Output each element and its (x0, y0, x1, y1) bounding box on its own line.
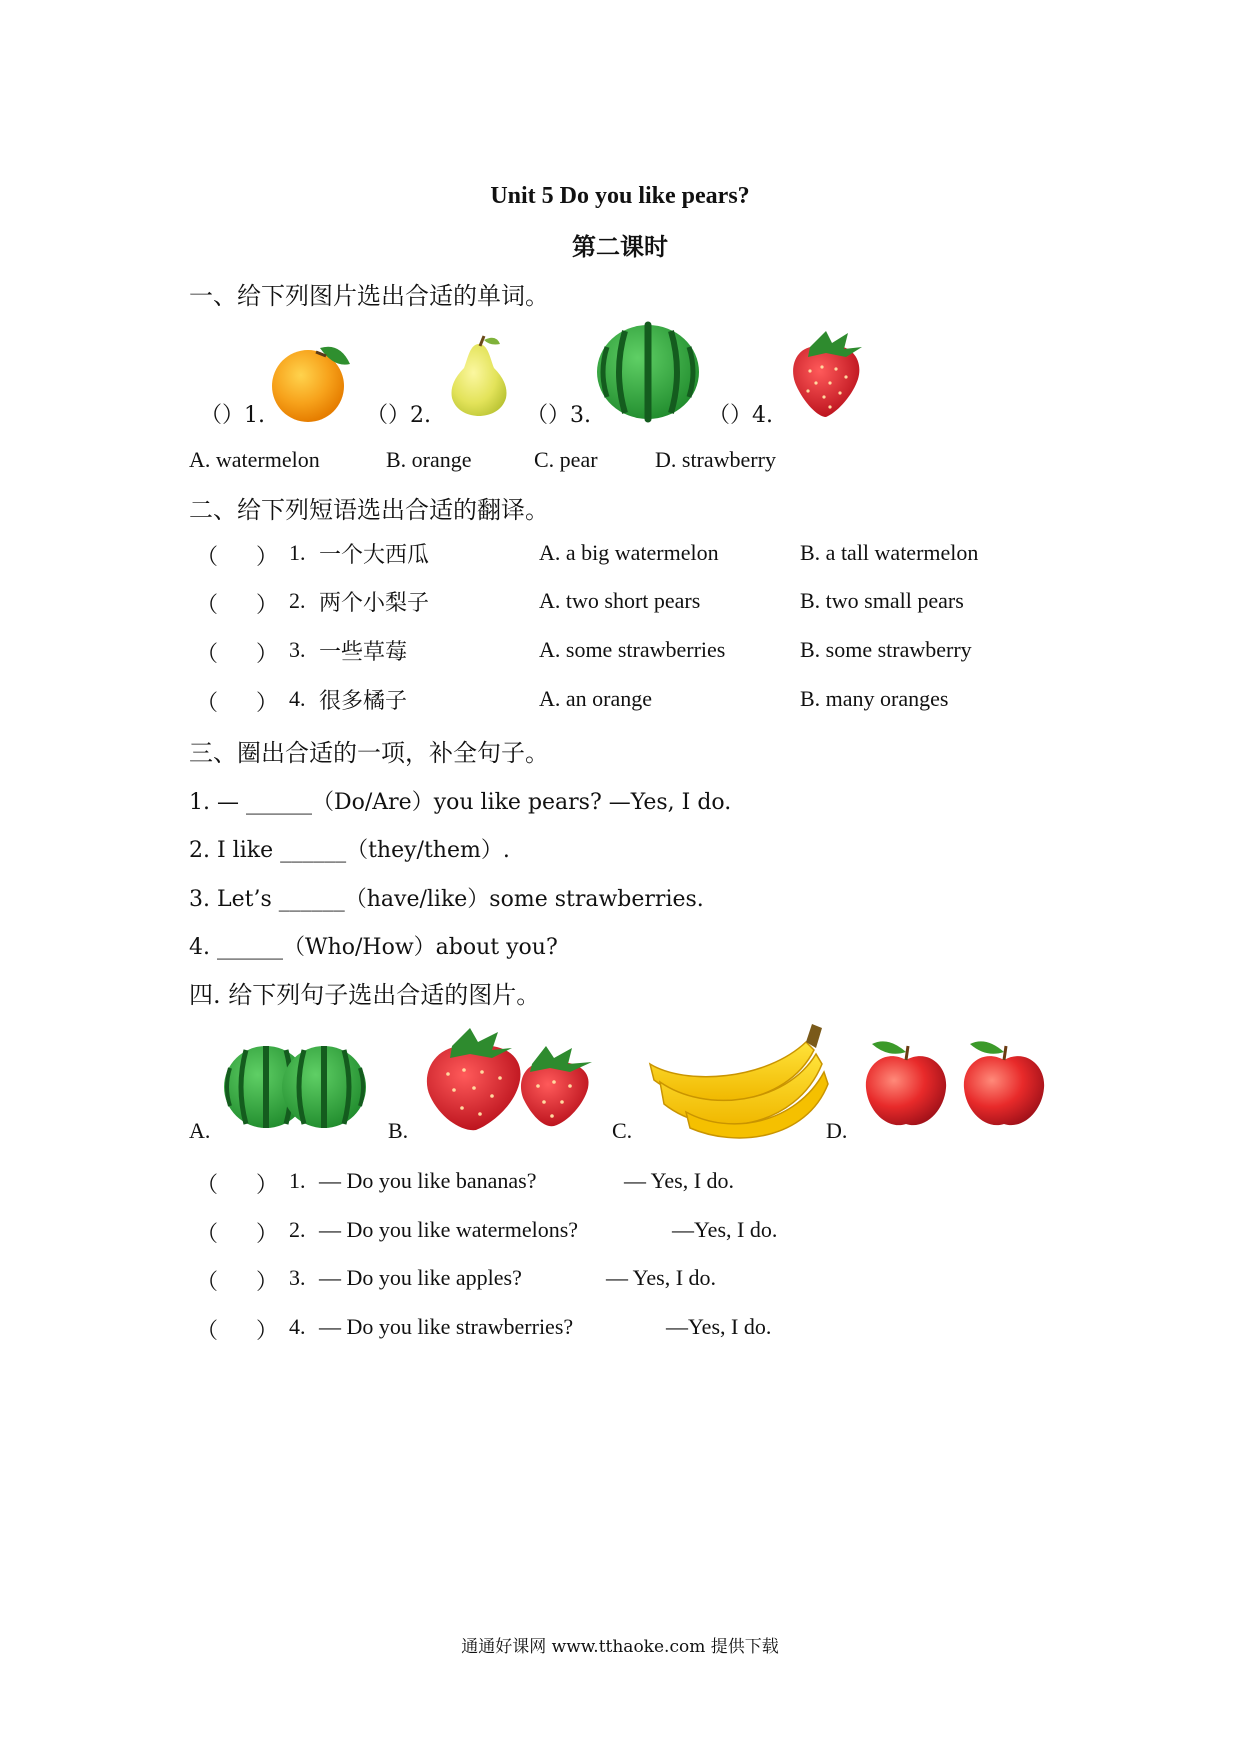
item-number: 3. (289, 1265, 306, 1290)
answer-paren-open: （ (196, 1173, 219, 1198)
pear-icon (446, 334, 512, 416)
answer-paren-close: ） (256, 1173, 279, 1198)
watermelon-icon (595, 323, 701, 421)
item-number: 4. (289, 686, 306, 711)
orange-icon (268, 340, 360, 425)
fill-blank-sentence-2: 2. I like ______（they/them）. (189, 838, 510, 863)
option-a: A. a big watermelon (539, 540, 719, 565)
section1-option-a: A. watermelon (189, 447, 320, 472)
option-a: A. some strawberries (539, 637, 726, 662)
item-number: 2. (289, 588, 306, 613)
answer-paren-close: ） (256, 691, 279, 716)
question: — Do you like bananas? (319, 1168, 537, 1193)
question: — Do you like apples? (319, 1265, 522, 1290)
page-title: Unit 5 Do you like pears? (490, 183, 750, 209)
answer-paren-close: ） (256, 642, 279, 667)
fill-blank-sentence-4: 4. ______（Who/How）about you? (189, 935, 558, 960)
answer: — Yes, I do. (606, 1265, 717, 1290)
answer-paren-close: ） (256, 545, 279, 570)
item-number: 1. (289, 1168, 306, 1193)
option-a: A. an orange (539, 686, 653, 711)
section1-item-4-label: （）4. (708, 403, 773, 428)
two-watermelons-icon (222, 1040, 368, 1130)
answer: — Yes, I do. (624, 1168, 735, 1193)
answer-paren-close: ） (256, 1270, 279, 1295)
section1-option-b: B. orange (386, 447, 472, 472)
answer-paren-open: （ (196, 1270, 219, 1295)
picture-c-label: C. (612, 1118, 633, 1143)
answer-paren-close: ） (256, 1222, 279, 1247)
item-number: 1. (289, 540, 306, 565)
answer-paren-close: ） (256, 593, 279, 618)
two-strawberries-icon (420, 1024, 610, 1136)
chinese-phrase: 两个小梨子 (319, 591, 430, 616)
answer-paren-open: （ (196, 1319, 219, 1344)
section3-heading: 三、圈出合适的一项，补全句子。 (189, 739, 549, 767)
chinese-phrase: 一个大西瓜 (319, 543, 430, 568)
section1-option-c: C. pear (534, 447, 598, 472)
option-b: B. two small pears (800, 588, 964, 613)
lesson-subtitle: 第二课时 (572, 232, 668, 261)
answer: —Yes, I do. (672, 1217, 778, 1242)
section1-item-2-label: （）2. (366, 403, 431, 428)
fill-blank-sentence-3: 3. Let’s ______（have/like）some strawberries. (189, 887, 704, 912)
section1-heading: 一、给下列图片选出合适的单词。 (189, 282, 549, 310)
section2-heading: 二、给下列短语选出合适的翻译。 (189, 496, 549, 524)
picture-a-label: A. (189, 1118, 211, 1143)
picture-d-label: D. (826, 1118, 848, 1143)
answer-paren-open: （ (196, 1222, 219, 1247)
option-a: A. two short pears (539, 588, 701, 613)
item-number: 3. (289, 637, 306, 662)
item-number: 4. (289, 1314, 306, 1339)
strawberry-icon (786, 327, 866, 419)
answer-paren-close: ） (256, 1319, 279, 1344)
section1-item-3-label: （）3. (526, 403, 591, 428)
answer-paren-open: （ (196, 593, 219, 618)
fill-blank-sentence-1: 1. — ______（Do/Are）you like pears? —Yes, I do. (189, 790, 732, 815)
section1-option-d: D. strawberry (655, 447, 776, 472)
chinese-phrase: 很多橘子 (319, 689, 408, 714)
answer: —Yes, I do. (666, 1314, 772, 1339)
option-b: B. many oranges (800, 686, 949, 711)
answer-paren-open: （ (196, 642, 219, 667)
answer-paren-open: （ (196, 545, 219, 570)
section1-item-1-label: （）1. (200, 403, 265, 428)
section4-heading: 四. 给下列句子选出合适的图片。 (189, 981, 541, 1009)
option-b: B. some strawberry (800, 637, 972, 662)
answer-paren-open: （ (196, 691, 219, 716)
question: — Do you like watermelons? (319, 1217, 579, 1242)
bananas-icon (646, 1020, 830, 1140)
two-apples-icon (862, 1036, 1048, 1132)
footer-credit: 通通好课网 www.tthaoke.com 提供下载 (461, 1637, 779, 1657)
chinese-phrase: 一些草莓 (319, 640, 408, 665)
option-b: B. a tall watermelon (800, 540, 979, 565)
question: — Do you like strawberries? (319, 1314, 574, 1339)
picture-b-label: B. (388, 1118, 409, 1143)
item-number: 2. (289, 1217, 306, 1242)
